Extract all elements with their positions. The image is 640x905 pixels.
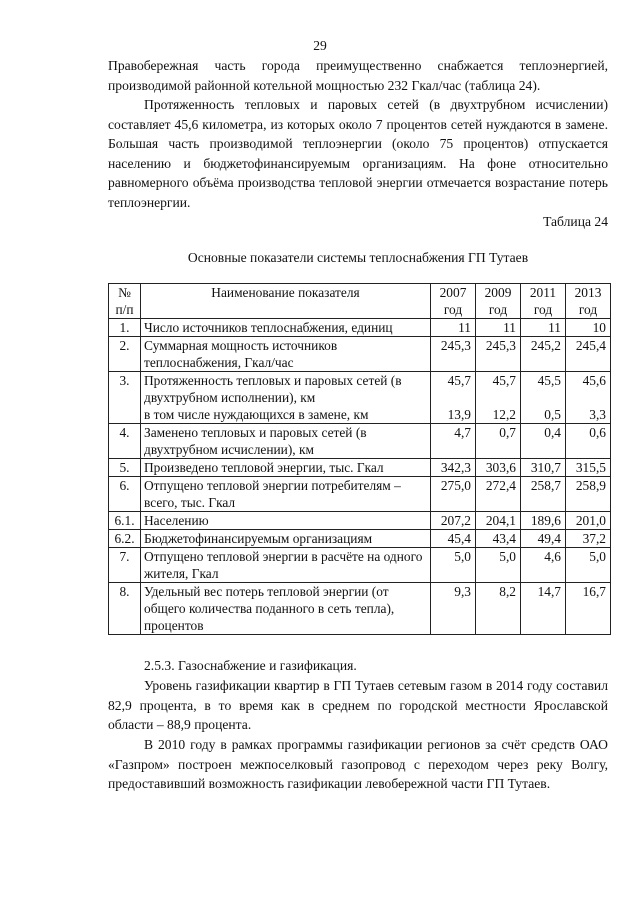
row-value-2009	[476, 530, 521, 548]
row-number: 6.2.	[109, 530, 141, 548]
row-indicator-name	[141, 459, 431, 477]
table-row	[109, 583, 611, 635]
row-value-2011	[521, 459, 566, 477]
row-value-2013	[566, 424, 611, 459]
cell-value: 11	[548, 320, 561, 335]
row-number: 5.	[109, 459, 141, 477]
row-indicator-name	[141, 319, 431, 337]
cell-value: 4,6	[544, 549, 561, 564]
cell-value: 245,4	[575, 338, 606, 353]
row-number: 1.	[109, 319, 141, 337]
cell-value-secondary: 12,2	[492, 407, 516, 422]
row-value-2013	[566, 372, 611, 424]
cell-value: 258,7	[530, 478, 561, 493]
table-title: Основные показатели системы теплоснабжения ГП Тутаев	[187, 250, 529, 265]
section-paragraph-1-text: Уровень газификации квартир в ГП Тутаев сетевым газом в 2014 году составил 82,9 процента, в то время как в среднем по городской местности Ярославской области – 88,9 процента.	[108, 678, 608, 732]
header-year-2011: 2011 год	[521, 284, 566, 319]
cell-value: 10	[592, 320, 606, 335]
row-indicator-name	[141, 512, 431, 530]
cell-value: 258,9	[575, 478, 606, 493]
row-indicator-text: Протяженность тепловых и паровых сетей (в двухтрубном исполнении), км	[144, 373, 402, 405]
row-number: 2.	[109, 337, 141, 372]
table-row	[109, 372, 611, 424]
row-value-2007	[431, 477, 476, 512]
cell-value: 45,7	[492, 373, 516, 388]
row-indicator-text: Удельный вес потерь тепловой энергии (от общего количества поданного в сеть тепла), процентов	[144, 584, 395, 633]
cell-value: 275,0	[440, 478, 471, 493]
row-value-2013	[566, 512, 611, 530]
cell-value: 303,6	[485, 460, 516, 475]
row-value-2007	[431, 337, 476, 372]
cell-value: 0,4	[544, 425, 561, 440]
row-indicator-text: Бюджетофинансируемым организациям	[144, 531, 373, 546]
intro-paragraph-2	[108, 95, 608, 212]
indicators-table	[108, 283, 611, 635]
table-row	[109, 459, 611, 477]
table-row	[109, 477, 611, 512]
intro-paragraph-2-text: Протяженность тепловых и паровых сетей (в двухтрубном исчислении) составляет 45,6 километра, из которых около 7 процентов сетей нуждаются в замене. Большая часть производимой теплоэнергии (около 75 процентов) отпускается населению и бюджетофинансируемым организациям. На фоне относительно равномерного объёма производства тепловой энергии отмечается возрастание потерь теплоэнергии.	[108, 97, 608, 210]
cell-value: 11	[458, 320, 471, 335]
cell-value: 5,0	[454, 549, 471, 564]
cell-value: 245,3	[440, 338, 471, 353]
cell-value-secondary: 13,9	[447, 407, 471, 422]
cell-value: 245,3	[485, 338, 516, 353]
cell-value: 310,7	[530, 460, 561, 475]
cell-value: 45,6	[582, 373, 606, 388]
table-row	[109, 530, 611, 548]
cell-value: 43,4	[492, 531, 516, 546]
row-indicator-text: Число источников теплоснабжения, единиц	[144, 320, 393, 335]
row-value-2011	[521, 583, 566, 635]
cell-value: 14,7	[537, 584, 561, 599]
cell-value: 0,6	[589, 425, 606, 440]
row-value-2011	[521, 337, 566, 372]
row-value-2011	[521, 530, 566, 548]
row-value-2007	[431, 583, 476, 635]
row-value-2011	[521, 512, 566, 530]
cell-value: 5,0	[589, 549, 606, 564]
header-number: № п/п	[109, 284, 141, 319]
row-value-2007	[431, 530, 476, 548]
header-year-2009: 2009 год	[476, 284, 521, 319]
cell-value-secondary: 0,5	[544, 407, 561, 422]
row-number: 8.	[109, 583, 141, 635]
cell-value: 45,4	[447, 531, 471, 546]
cell-value: 315,5	[575, 460, 606, 475]
row-value-2009	[476, 424, 521, 459]
cell-value: 272,4	[485, 478, 516, 493]
cell-value: 207,2	[440, 513, 471, 528]
row-indicator-text: Отпущено тепловой энергии потребителям – всего, тыс. Гкал	[144, 478, 401, 510]
row-number: 4.	[109, 424, 141, 459]
row-indicator-name	[141, 548, 431, 583]
cell-value: 204,1	[485, 513, 516, 528]
section-paragraph-1	[108, 676, 608, 735]
row-value-2013	[566, 337, 611, 372]
row-indicator-name	[141, 424, 431, 459]
cell-value: 0,7	[499, 425, 516, 440]
table-row	[109, 512, 611, 530]
row-value-2013	[566, 530, 611, 548]
cell-value: 342,3	[440, 460, 471, 475]
cell-value: 245,2	[530, 338, 561, 353]
intro-paragraph-1	[108, 56, 608, 95]
cell-value: 49,4	[537, 531, 561, 546]
row-value-2011	[521, 319, 566, 337]
table-row	[109, 424, 611, 459]
row-value-2011	[521, 477, 566, 512]
cell-value: 201,0	[575, 513, 606, 528]
row-value-2007	[431, 548, 476, 583]
table-row	[109, 319, 611, 337]
row-value-2007	[431, 424, 476, 459]
cell-value: 4,7	[454, 425, 471, 440]
row-number: 7.	[109, 548, 141, 583]
cell-value: 9,3	[454, 584, 471, 599]
row-value-2007	[431, 459, 476, 477]
table-row	[109, 548, 611, 583]
table-header-row	[109, 284, 611, 319]
table-row	[109, 337, 611, 372]
section-paragraph-2	[108, 735, 608, 794]
row-value-2013	[566, 548, 611, 583]
row-indicator-text: Заменено тепловых и паровых сетей (в двухтрубном исчислении), км	[144, 425, 367, 457]
cell-value: 37,2	[582, 531, 606, 546]
section-heading: 2.5.3. Газоснабжение и газификация.	[144, 658, 357, 673]
cell-value: 16,7	[582, 584, 606, 599]
row-indicator-name	[141, 372, 431, 424]
row-value-2013	[566, 319, 611, 337]
row-number: 3.	[109, 372, 141, 424]
cell-value-secondary: 3,3	[589, 407, 606, 422]
row-value-2009	[476, 583, 521, 635]
row-number: 6.	[109, 477, 141, 512]
row-number: 6.1.	[109, 512, 141, 530]
row-indicator-name	[141, 337, 431, 372]
row-indicator-name	[141, 477, 431, 512]
header-year-2013: 2013 год	[566, 284, 611, 319]
row-value-2013	[566, 583, 611, 635]
row-value-2009	[476, 459, 521, 477]
header-year-2007: 2007 год	[431, 284, 476, 319]
row-value-2013	[566, 459, 611, 477]
row-value-2009	[476, 477, 521, 512]
cell-value: 11	[503, 320, 516, 335]
row-indicator-text: Суммарная мощность источников теплоснабжения, Гкал/час	[144, 338, 338, 370]
row-value-2009	[476, 512, 521, 530]
row-indicator-text: Отпущено тепловой энергии в расчёте на одного жителя, Гкал	[144, 549, 423, 581]
row-value-2013	[566, 477, 611, 512]
table-label: Таблица 24	[543, 214, 608, 229]
row-indicator-text: Населению	[144, 513, 209, 528]
cell-value: 5,0	[499, 549, 516, 564]
cell-value: 45,7	[447, 373, 471, 388]
header-indicator-name: Наименование показателя	[141, 284, 431, 319]
row-value-2009	[476, 319, 521, 337]
row-value-2007	[431, 372, 476, 424]
row-value-2007	[431, 319, 476, 337]
row-indicator-name	[141, 583, 431, 635]
page-number: 29	[313, 38, 327, 53]
cell-value: 45,5	[537, 373, 561, 388]
cell-value: 8,2	[499, 584, 516, 599]
row-value-2007	[431, 512, 476, 530]
row-value-2009	[476, 548, 521, 583]
row-value-2011	[521, 372, 566, 424]
intro-paragraph-1-text: Правобережная часть города преимущественно снабжается теплоэнергией, производимой районной котельной мощностью 232 Гкал/час (таблица 24).	[108, 58, 608, 93]
row-indicator-name	[141, 530, 431, 548]
cell-value: 189,6	[530, 513, 561, 528]
row-value-2009	[476, 337, 521, 372]
row-value-2011	[521, 548, 566, 583]
row-value-2009	[476, 372, 521, 424]
section-paragraph-2-text: В 2010 году в рамках программы газификации регионов за счёт средств ОАО «Газпром» построен межпоселковый газопровод с переходом через реку Волгу, предоставивший возможность газификации левобережной части ГП Тутаев.	[108, 737, 608, 791]
row-indicator-text: Произведено тепловой энергии, тыс. Гкал	[144, 460, 384, 475]
row-value-2011	[521, 424, 566, 459]
row-indicator-subtext: в том числе нуждающихся в замене, км	[144, 407, 369, 422]
